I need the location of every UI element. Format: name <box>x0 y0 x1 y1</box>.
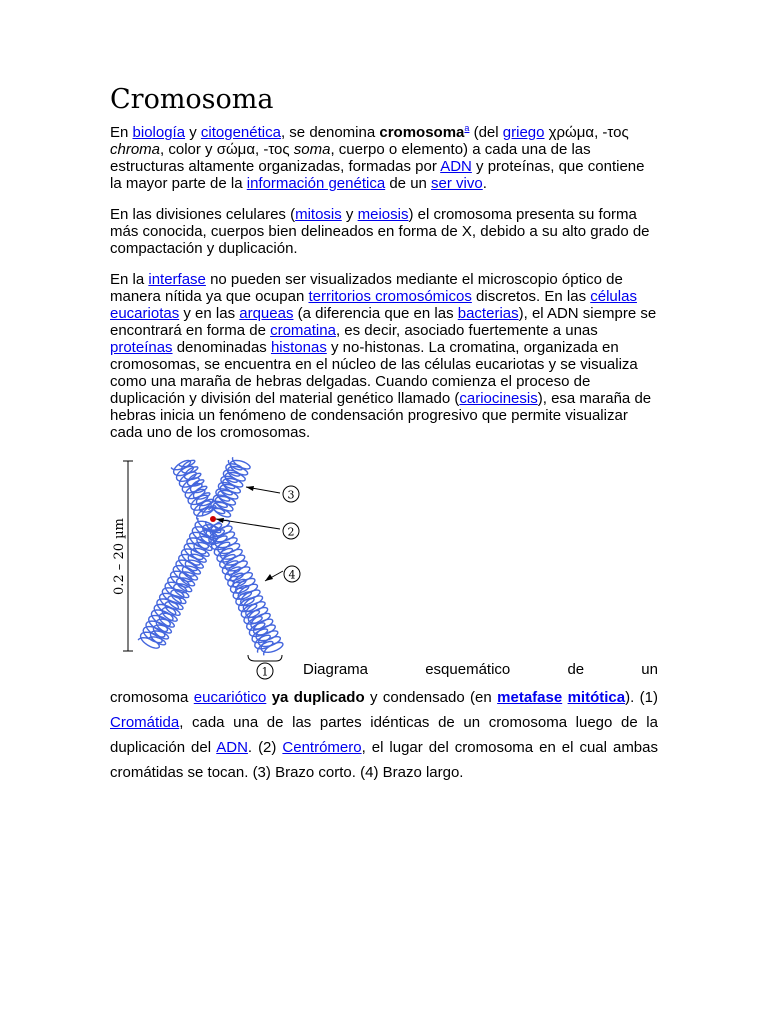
centromere-dot <box>210 516 216 522</box>
text: discretos. En las <box>471 288 591 305</box>
text: , se denomina <box>280 124 380 141</box>
text: , es decir, asociado fuertemente a unas <box>335 322 598 339</box>
link-cariocinesis[interactable]: cariocinesis <box>459 390 538 407</box>
footnote-a[interactable]: a <box>464 123 470 133</box>
marker-1 <box>257 663 273 679</box>
text: y <box>185 124 201 141</box>
link-griego[interactable]: griego <box>502 124 545 141</box>
link-proteinas[interactable]: proteínas <box>110 339 173 356</box>
chromosome-figure <box>110 455 658 685</box>
text: ). (1) <box>625 689 659 706</box>
text: de un <box>385 175 432 192</box>
link-metafase[interactable]: metafase <box>497 689 563 706</box>
text: no pueden ser visualizados mediante el microscopio óptico de manera nítida ya que ocupan <box>110 271 623 305</box>
text: y no-histonas. La cromatina, organizada en cromosomas, se encuentra en el núcleo de las células eucariotas y se visualiza como una maraña de hebras delgadas. Cuando comienza el proceso de duplicación y división del material genético llamado ( <box>110 339 638 407</box>
text: . (2) <box>247 739 283 756</box>
page-title: Cromosoma <box>110 84 274 115</box>
link-adn-caption[interactable]: ADN <box>216 739 248 756</box>
link-bacterias[interactable]: bacterias <box>457 305 519 322</box>
link-cromatida[interactable]: Cromátida <box>110 714 180 731</box>
link-arqueas[interactable]: arqueas <box>239 305 294 322</box>
text: y proteínas, que contiene la mayor parte de la <box>110 158 645 192</box>
figure-caption <box>110 685 658 785</box>
text: En las divisiones celulares ( <box>110 206 296 223</box>
article <box>110 82 658 799</box>
text: y en las <box>179 305 240 322</box>
text: ), el ADN siempre se encontrará en forma de <box>110 305 657 339</box>
text: . <box>482 175 487 192</box>
text: χρώμα, -τος <box>544 124 629 141</box>
link-mitotica[interactable]: mitótica <box>567 689 626 706</box>
chromosome-diagram <box>110 455 310 685</box>
text: En la <box>110 271 149 288</box>
chromatid-lower-right-arm <box>208 520 283 655</box>
italic-chroma: chroma <box>110 141 161 158</box>
text: ), esa maraña de hebras inicia un fenómeno de condensación progresivo que permite visualizar cada uno de los cromosomas. <box>110 390 652 441</box>
link-centromero[interactable]: Centrómero <box>282 739 362 756</box>
italic-soma: soma <box>293 141 331 158</box>
text: , cuerpo o elemento) a cada una de las estructuras altamente organizadas, formadas por <box>110 141 591 175</box>
text: , el lugar del cromosoma en el cual ambas cromátidas se tocan. (3) Brazo corto. (4) Brazo largo. <box>110 739 658 781</box>
caption-first-line: Diagrama esquemático de un <box>303 661 658 678</box>
link-mitosis[interactable]: mitosis <box>295 206 342 223</box>
marker-3-label: 3 <box>287 488 295 502</box>
chromatid-upper-left-arm <box>171 461 214 520</box>
text: cromosoma <box>110 689 194 706</box>
text: (a diferencia que en las <box>293 305 458 322</box>
link-adn[interactable]: ADN <box>440 158 472 175</box>
marker-4-label: 4 <box>288 568 296 582</box>
marker-2 <box>283 523 299 539</box>
link-eucariotico[interactable]: eucariótico <box>193 689 267 706</box>
link-histonas[interactable]: histonas <box>270 339 327 356</box>
text: , cada una de las partes idénticas de un cromosoma luego de la duplicación del <box>110 714 658 756</box>
text: y condensado (en <box>364 689 498 706</box>
marker-4 <box>284 566 300 582</box>
term-cromosoma: cromosoma <box>379 124 465 141</box>
link-citogenetica[interactable]: citogenética <box>200 124 281 141</box>
intro-paragraph <box>110 124 658 192</box>
link-informacion-genetica[interactable]: información genética <box>246 175 386 192</box>
text: En <box>110 124 133 141</box>
link-meiosis[interactable]: meiosis <box>357 206 409 223</box>
link-cromatina[interactable]: cromatina <box>270 322 336 339</box>
link-territorios-cromosomicos[interactable]: territorios cromosómicos <box>308 288 472 305</box>
link-interfase[interactable]: interfase <box>148 271 206 288</box>
chromatid-lower-right-arm-b <box>204 524 273 653</box>
interphase-paragraph <box>110 271 658 441</box>
link-biologia[interactable]: biología <box>132 124 186 141</box>
division-paragraph <box>110 206 658 257</box>
text: , color y σώμα, -τος <box>160 141 294 158</box>
marker-2-label: 2 <box>287 525 295 539</box>
text: denominadas <box>172 339 271 356</box>
chromatid-coils <box>138 457 283 655</box>
text: (del <box>469 124 503 141</box>
chromatid-lower-left-arm-b <box>148 521 221 645</box>
scale-label: 0.2 – 20 µm <box>112 518 127 595</box>
text: y <box>341 206 358 223</box>
link-ser-vivo[interactable]: ser vivo <box>431 175 483 192</box>
marker-1-label: 1 <box>261 665 269 679</box>
marker-3 <box>283 486 299 502</box>
link-celulas-eucariotas[interactable]: células eucariotas <box>110 288 637 322</box>
text: ) el cromosoma presenta su forma más conocida, cuerpos bien delineados en forma de X, debido a su alto grado de compactación y duplicación. <box>110 206 650 257</box>
bold-duplicado: ya duplicado <box>266 689 365 706</box>
